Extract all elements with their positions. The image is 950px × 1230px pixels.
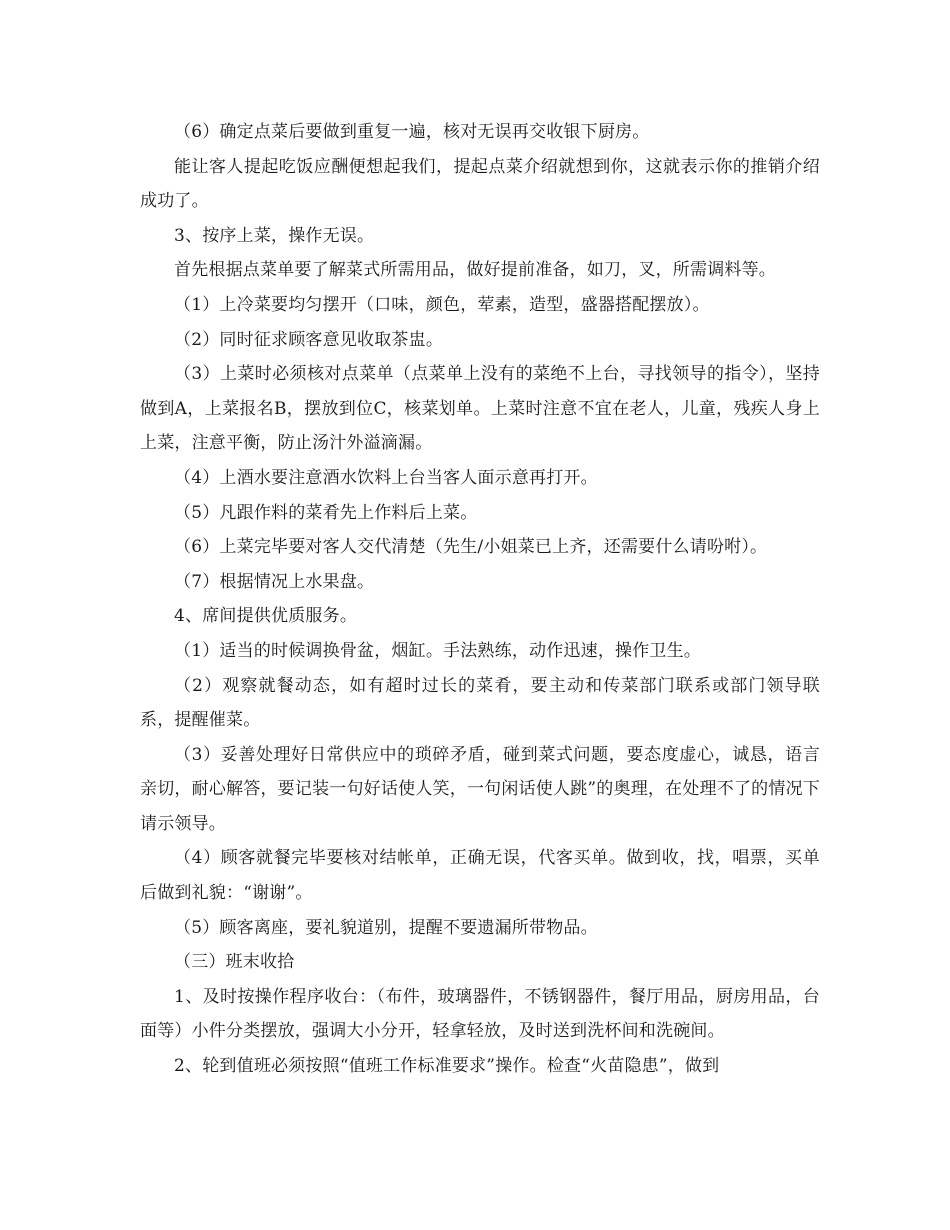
paragraph: （2）同时征求顾客意见收取茶盅。 (174, 329, 444, 350)
paragraph: 2、轮到值班必须按照“值班工作标准要求”操作。检查“火苗隐患”，做到 (174, 1056, 720, 1077)
paragraph: （2）观察就餐动态，如有超时过长的菜肴，要主动和传菜部门联系或部门领导联系，提醒催菜。 (140, 675, 820, 731)
paragraph: 首先根据点菜单要了解菜式所需用品，做好提前准备，如刀，叉，所需调料等。 (174, 260, 776, 281)
section-heading: 4、席间提供优质服务。 (174, 606, 358, 627)
paragraph: （1）适当的时候调换骨盆，烟缸。手法熟练，动作迅速，操作卫生。 (174, 640, 702, 661)
paragraph: 能让客人提起吃饭应酬便想起我们，提起点菜介绍就想到你，这就表示你的推销介绍成功了。 (140, 156, 820, 212)
paragraph: （4）上酒水要注意酒水饮料上台当客人面示意再打开。 (174, 467, 598, 488)
paragraph: （1）上冷菜要均匀摆开（口味，颜色，荤素，造型，盛器搭配摆放）。 (174, 294, 710, 315)
paragraph: （6）上菜完毕要对客人交代清楚（先生/小姐菜已上齐，还需要什么请吩咐）。 (174, 537, 768, 558)
section-heading: （三）班末收拾 (174, 952, 295, 973)
paragraph: （6）确定点菜后要做到重复一遍，核对无误再交收银下厨房。 (174, 122, 650, 142)
paragraph: （5）顾客离座，要礼貌道别，提醒不要遗漏所带物品。 (174, 917, 598, 938)
document-body (140, 115, 820, 1084)
paragraph: （3）妥善处理好日常供应中的琐碎矛盾，碰到菜式问题，要态度虚心，诚恳，语言亲切，耐心解答，要记装一句好话使人笑，一句闲话使人跳”的奥理，在处理不了的情况下请示领导。 (140, 744, 820, 834)
paragraph: （3）上菜时必须核对点菜单（点菜单上没有的菜绝不上台，寻找领导的指令），坚持做到A，上菜报名B，摆放到位C，核菜划单。上菜时注意不宜在老人，儿童，残疾人身上上菜，注意平衡，防止汤汁外溢滴漏。 (140, 364, 820, 454)
paragraph: （7）根据情况上水果盘。 (174, 571, 375, 592)
paragraph: 3、按序上菜，操作无误。 (174, 225, 375, 246)
paragraph: （4）顾客就餐完毕要核对结帐单，正确无误，代客买单。做到收，找，唱票，买单后做到礼貌：“谢谢”。 (140, 848, 820, 904)
paragraph: 1、及时按操作程序收台：（布件，玻璃器件，不锈钢器件，餐厅用品，厨房用品，台面等）小件分类摆放，强调大小分开，轻拿轻放，及时送到洗杯间和洗碗间。 (140, 986, 820, 1042)
paragraph: （5）凡跟作料的菜肴先上作料后上菜。 (174, 502, 478, 523)
